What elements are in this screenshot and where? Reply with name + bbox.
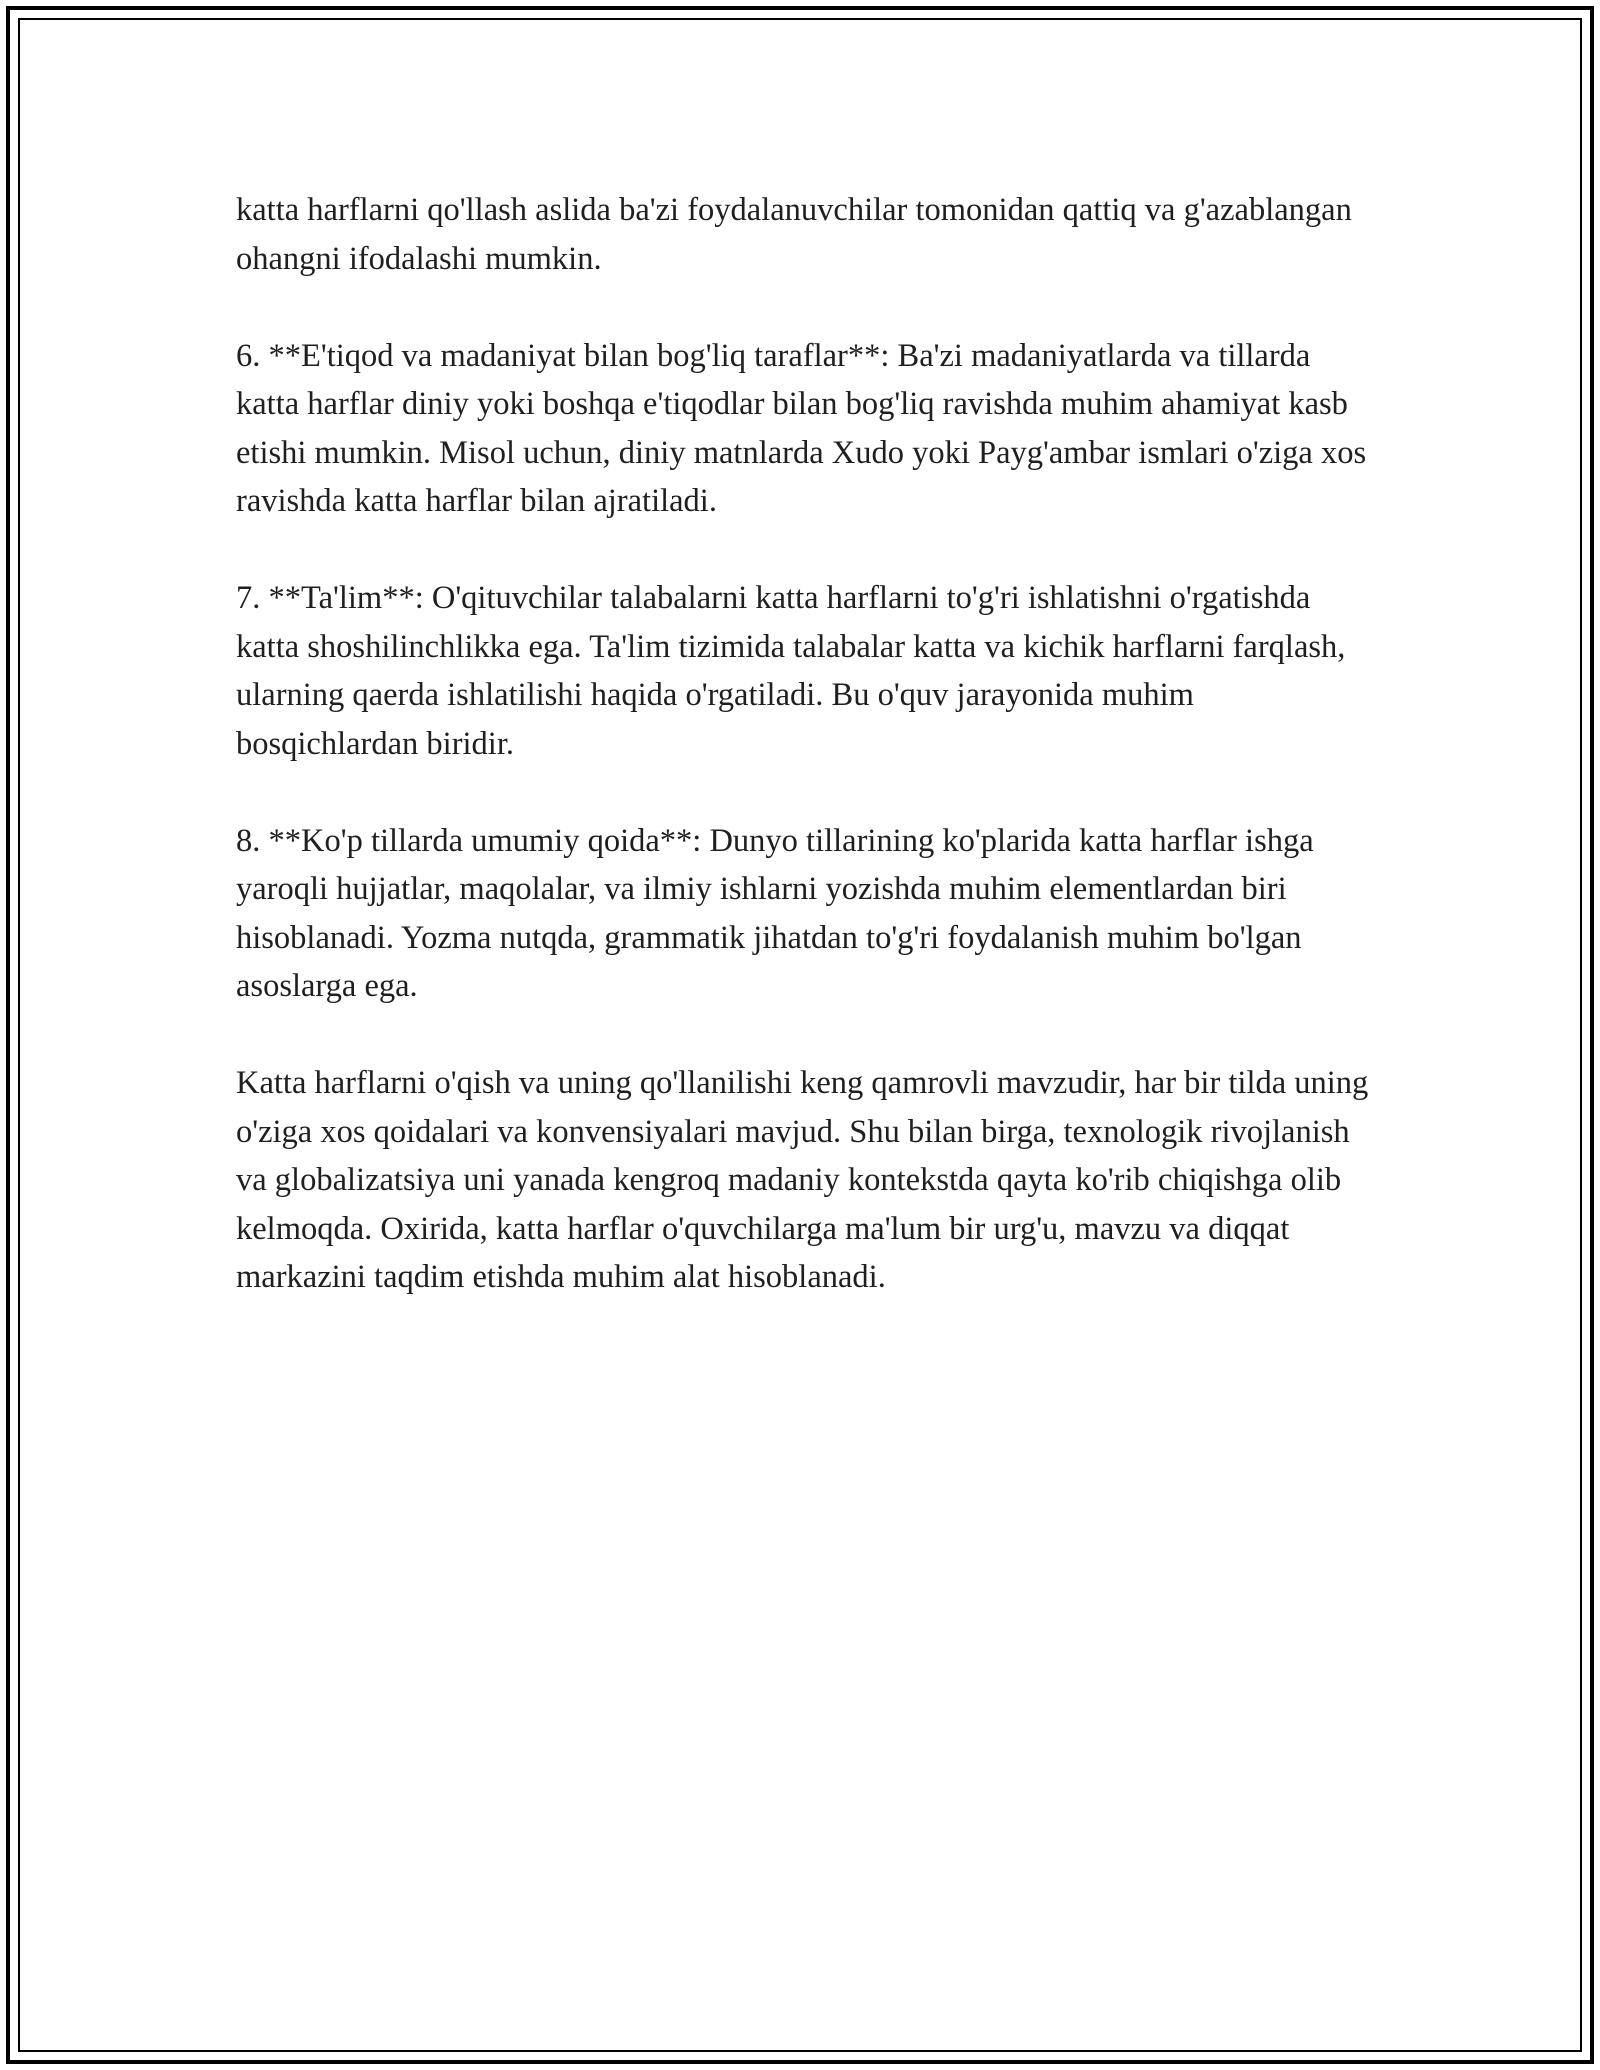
paragraph-conclusion: Katta harflarni o'qish va uning qo'llanilishi keng qamrovli mavzudir, har bir tilda uning o'ziga xos qoidalari va konvensiyalari mavjud. Shu bilan birga, texnologik rivojlanish va globalizatsiya uni yanada kengroq madaniy kontekstda qayta ko'rib chiqishga olib kelmoqda. Oxirida, katta harflar o'quvchilarga ma'lum bir urg'u, mavzu va diqqat markazini taqdim etishda muhim alat hisoblanadi.: [236, 1065, 1369, 1295]
paragraph-item-7: 7. **Ta'lim**: O'qituvchilar talabalarni katta harflarni to'g'ri ishlatishni o'rgatishda katta shoshilinchlikka ega. Ta'lim tizimida talabalar katta va kichik harflarni farqlash, ularning qaerda ishlatilishi haqida o'rgatiladi. Bu o'quv jarayonida muhim bosqichlardan biridir.: [236, 580, 1346, 762]
paragraph-item-6: 6. **E'tiqod va madaniyat bilan bog'liq taraflar**: Ba'zi madaniyatlarda va tillarda katta harflar diniy yoki boshqa e'tiqodlar bilan bog'liq ravishda muhim ahamiyat kasb etishi mumkin. Misol uchun, diniy matnlarda Xudo yoki Payg'ambar ismlari o'ziga xos ravishda katta harflar bilan ajratiladi.: [236, 337, 1367, 519]
paragraph-continuation: katta harflarni qo'llash aslida ba'zi foydalanuvchilar tomonidan qattiq va g'azablangan ohangni ifodalashi mumkin.: [236, 192, 1352, 277]
paragraph-item-8: 8. **Ko'p tillarda umumiy qoida**: Dunyo tillarining ko'plarida katta harflar ishga yaroqli hujjatlar, maqolalar, va ilmiy ishlarni yozishda muhim elementlardan biri hisoblanadi. Yozma nutqda, grammatik jihatdan to'g'ri foydalanish muhim bo'lgan asoslarga ega.: [236, 822, 1314, 1004]
document-body: [236, 186, 1376, 1302]
